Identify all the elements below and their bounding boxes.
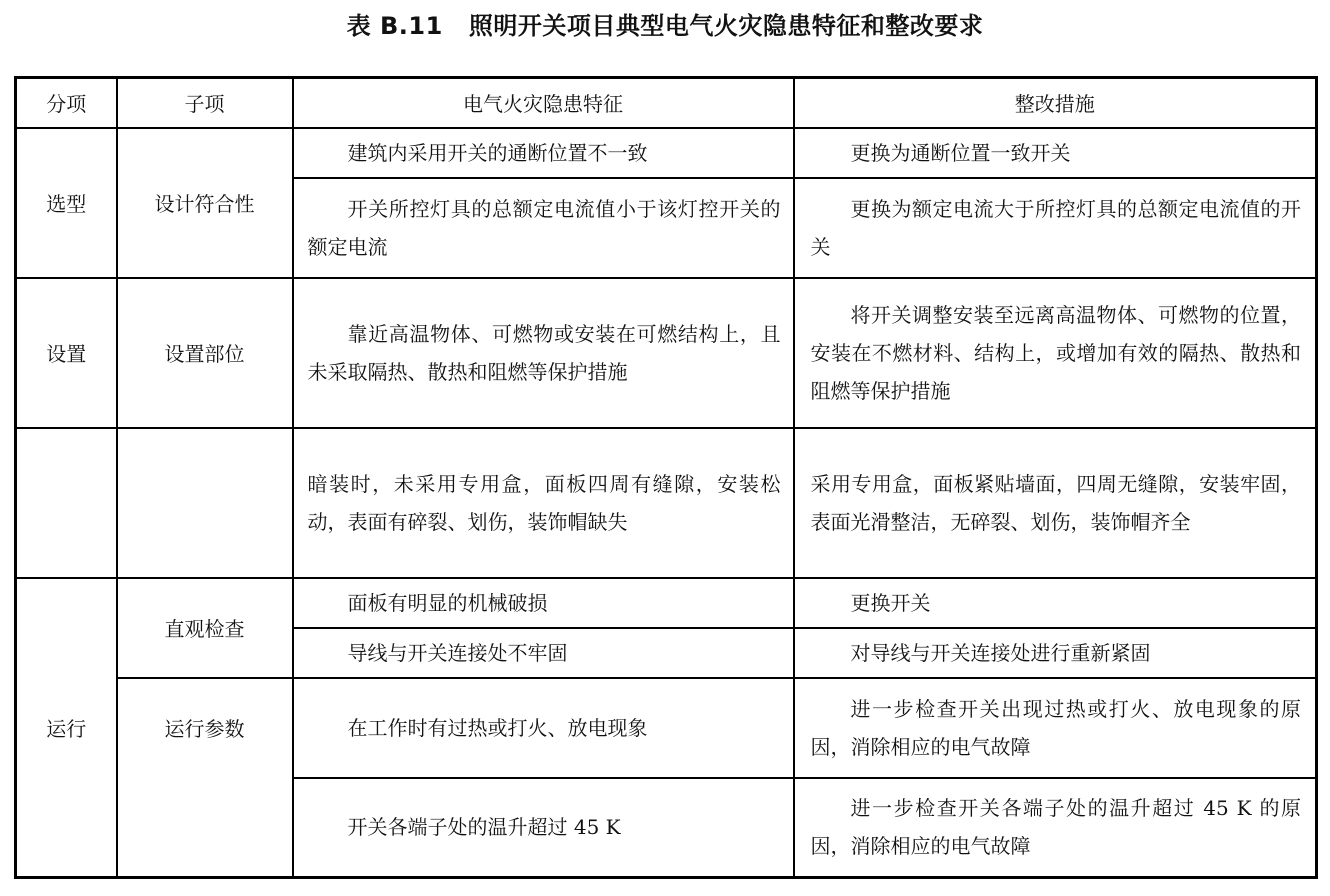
table-row	[16, 678, 1317, 778]
subitem-cell: 设置部位	[117, 278, 293, 428]
subitem-cell: 设计符合性	[117, 128, 293, 278]
table-row	[16, 278, 1317, 428]
hazard-cell: 导线与开关连接处不牢固	[293, 628, 794, 678]
subitem-cell: 运行参数	[117, 678, 293, 878]
hazard-cell: 开关各端子处的温升超过 45 K	[293, 778, 794, 878]
table-title-text: 照明开关项目典型电气火灾隐患特征和整改要求	[468, 12, 984, 40]
subitem-cell: 直观检查	[117, 578, 293, 678]
category-cell-empty	[16, 428, 117, 578]
remedy-cell: 进一步检查开关出现过热或打火、放电现象的原因，消除相应的电气故障	[794, 678, 1317, 778]
header-hazard: 电气火灾隐患特征	[293, 78, 794, 128]
table-title	[0, 6, 1330, 46]
remedy-cell: 更换为通断位置一致开关	[794, 128, 1317, 178]
hazard-cell: 开关所控灯具的总额定电流值小于该灯控开关的额定电流	[293, 178, 794, 278]
category-cell: 运行	[16, 578, 117, 878]
hazard-cell: 建筑内采用开关的通断位置不一致	[293, 128, 794, 178]
category-cell: 选型	[16, 128, 117, 278]
header-subitem: 子项	[117, 78, 293, 128]
table-number: 表 B.11	[346, 12, 443, 40]
hazard-rectification-table	[14, 76, 1318, 879]
hazard-cell: 暗装时，未采用专用盒，面板四周有缝隙，安装松动，表面有碎裂、划伤，装饰帽缺失	[293, 428, 794, 578]
table-row	[16, 128, 1317, 178]
header-category: 分项	[16, 78, 117, 128]
remedy-cell: 更换开关	[794, 578, 1317, 628]
remedy-cell: 对导线与开关连接处进行重新紧固	[794, 628, 1317, 678]
remedy-cell: 进一步检查开关各端子处的温升超过 45 K 的原因，消除相应的电气故障	[794, 778, 1317, 878]
table-row	[16, 428, 1317, 578]
header-row	[16, 78, 1317, 128]
hazard-cell: 面板有明显的机械破损	[293, 578, 794, 628]
header-remedy: 整改措施	[794, 78, 1317, 128]
subitem-cell-empty	[117, 428, 293, 578]
remedy-cell: 更换为额定电流大于所控灯具的总额定电流值的开关	[794, 178, 1317, 278]
remedy-cell: 采用专用盒，面板紧贴墙面，四周无缝隙，安装牢固，表面光滑整洁，无碎裂、划伤，装饰帽齐全	[794, 428, 1317, 578]
hazard-cell: 在工作时有过热或打火、放电现象	[293, 678, 794, 778]
table-row	[16, 578, 1317, 628]
remedy-cell: 将开关调整安装至远离高温物体、可燃物的位置，安装在不燃材料、结构上，或增加有效的隔热、散热和阻燃等保护措施	[794, 278, 1317, 428]
hazard-cell: 靠近高温物体、可燃物或安装在可燃结构上，且未采取隔热、散热和阻燃等保护措施	[293, 278, 794, 428]
category-cell: 设置	[16, 278, 117, 428]
